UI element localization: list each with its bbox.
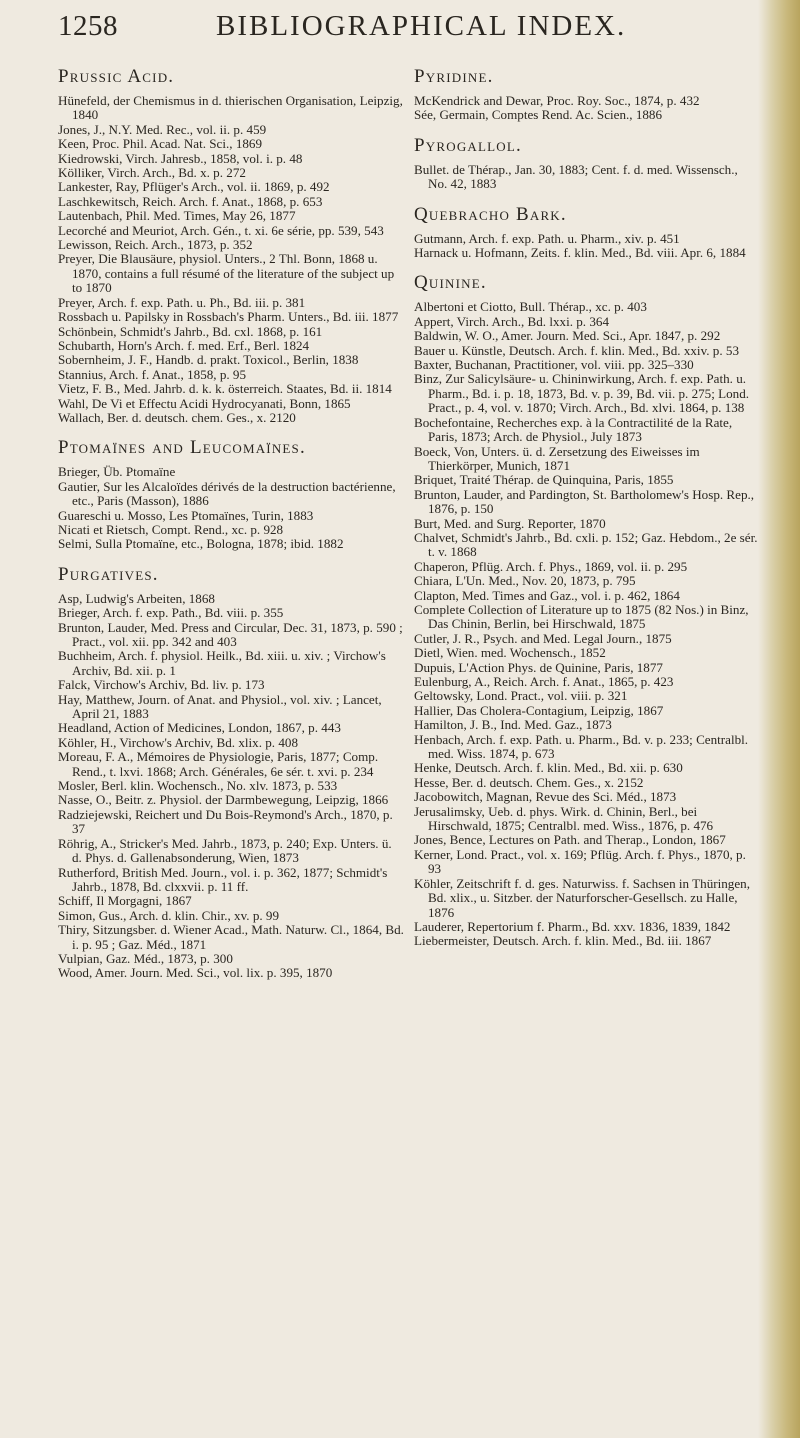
bibliography-entry: Baxter, Buchanan, Practitioner, vol. viii. pp. 325–330 (414, 357, 694, 373)
section-heading: Prussic Acid. (58, 66, 175, 87)
section-heading: Pyrogallol. (414, 134, 522, 156)
bibliography-entry: Hesse, Ber. d. deutsch. Chem. Ges., x. 2152 (414, 774, 644, 790)
bibliography-entry: Harnack u. Hofmann, Zeits. f. klin. Med., Bd. viii. Apr. 6, 1884 (414, 245, 746, 261)
bibliography-entry: McKendrick and Dewar, Proc. Roy. Soc., 1874, p. 432 (414, 93, 700, 108)
bibliography-entry: Köhler, H., Virchow's Archiv, Bd. xlix. p. 408 (58, 734, 298, 750)
section-heading: Quinine. (414, 272, 487, 294)
bibliography-entry: Lewisson, Reich. Arch., 1873, p. 352 (58, 237, 253, 253)
bibliography-entry: Binz, Zur Salicylsäure- u. Chininwirkung, Arch. f. exp. Path. u. Pharm., Bd. i. p. 18, 1873, Bd. v. p. 39, Bd. vii. p. 275; Lond. Pract., p. 4, vol. v. 1870; Virch. Arch., Bd. xlvi. 1864, p. 138 (414, 371, 750, 416)
bibliography-entry: Stannius, Arch. f. Anat., 1858, p. 95 (58, 366, 247, 382)
bibliography-entry: Gutmann, Arch. f. exp. Path. u. Pharm., xiv. p. 451 (414, 230, 680, 246)
bibliography-entry: Lankester, Ray, Pflüger's Arch., vol. ii. 1869, p. 492 (58, 179, 330, 195)
bibliography-entry: Albertoni et Ciotto, Bull. Thérap., xc. p. 403 (414, 299, 647, 315)
bibliography-entry: Henke, Deutsch. Arch. f. klin. Med., Bd. xii. p. 630 (414, 760, 683, 776)
bibliography-entry: Eulenburg, A., Reich. Arch. f. Anat., 1865, p. 423 (414, 674, 674, 689)
bibliography-entry: Simon, Gus., Arch. d. klin. Chir., xv. p. 99 (58, 907, 280, 923)
bibliography-entry: Rutherford, British Med. Journ., vol. i. p. 362, 1877; Schmidt's Jahrb., 1878, Bd. clxxvii. p. 11 ff. (58, 864, 388, 894)
bibliography-entry: Sobernheim, J. F., Handb. d. prakt. Toxicol., Berlin, 1838 (58, 352, 359, 368)
bibliography-entry: Brunton, Lauder, and Pardington, St. Bartholomew's Hosp. Rep., 1876, p. 150 (414, 486, 755, 517)
bibliography-entry: Nasse, O., Beitr. z. Physiol. der Darmbewegung, Leipzig, 1866 (58, 792, 389, 808)
page-number: 1258 (58, 10, 118, 42)
bibliography-entry: Vulpian, Gaz. Méd., 1873, p. 300 (58, 950, 233, 966)
section-purgatives (58, 564, 404, 981)
bibliography-entry: Röhrig, A., Stricker's Med. Jahrb., 1873, p. 240; Exp. Unters. ü. d. Phys. d. Gallenabsonderung, Wien, 1873 (58, 835, 392, 866)
section-pyrogallol (414, 135, 759, 192)
bibliography-entry: Lecorché and Meuriot, Arch. Gén., t. xi. 6e série, pp. 539, 543 (58, 222, 384, 238)
bibliography-entry: Kiedrowski, Virch. Jahresb., 1858, vol. i. p. 48 (58, 150, 303, 166)
bibliography-entry: Mosler, Berl. klin. Wochensch., No. xlv. 1873, p. 533 (58, 778, 338, 794)
bibliography-entry: Briquet, Traité Thérap. de Quinquina, Paris, 1855 (414, 472, 674, 488)
page-edge-shadow (758, 0, 800, 1438)
bibliography-entry: Jones, J., N.Y. Med. Rec., vol. ii. p. 459 (58, 121, 267, 137)
bibliography-entry: Brieger, Üb. Ptomaïne (58, 464, 176, 480)
bibliography-entry: Laschkewitsch, Reich. Arch. f. Anat., 1868, p. 653 (58, 193, 323, 209)
section-quebracho-bark (414, 204, 759, 261)
bibliography-entry: Schubarth, Horn's Arch. f. med. Erf., Berl. 1824 (58, 337, 310, 353)
bibliography-entry: Jerusalimsky, Ueb. d. phys. Wirk. d. Chinin, Berl., bei Hirschwald, 1875; Centralbl. med. Wiss., 1876, p. 476 (414, 803, 714, 834)
bibliography-entry: Moreau, F. A., Mémoires de Physiologie, Paris, 1877; Comp. Rend., t. lxvi. 1868; Arch. Générales, 6e sér. t. xvi. p. 234 (58, 749, 379, 779)
bibliography-entry: Jacobowitch, Magnan, Revue des Sci. Méd., 1873 (414, 789, 677, 805)
bibliography-entry: Schönbein, Schmidt's Jahrb., Bd. cxl. 1868, p. 161 (58, 323, 323, 339)
bibliography-entry: Falck, Virchow's Archiv, Bd. liv. p. 173 (58, 677, 265, 693)
bibliography-entry: Preyer, Die Blausäure, physiol. Unters., 2 Thl. Bonn, 1868 u. 1870, contains a full résumé of the literature of the subject up to 1870 (58, 251, 395, 296)
bibliography-entry: Hamilton, J. B., Ind. Med. Gaz., 1873 (414, 717, 612, 733)
bibliography-entry: Radziejewski, Reichert und Du Bois-Reymond's Arch., 1870, p. 37 (58, 806, 393, 837)
bibliography-entry: Geltowsky, Lond. Pract., vol. viii. p. 321 (414, 688, 628, 704)
bibliography-entry: Henbach, Arch. f. exp. Path. u. Pharm., Bd. v. p. 233; Centralbl. med. Wiss. 1874, p. 673 (414, 731, 749, 762)
bibliography-entry: Hay, Matthew, Journ. of Anat. and Physiol., vol. xiv. ; Lancet, April 21, 1883 (58, 691, 382, 722)
bibliography-entry: Wallach, Ber. d. deutsch. chem. Ges., x. 2120 (58, 409, 296, 425)
bibliography-entry: Lautenbach, Phil. Med. Times, May 26, 1877 (58, 208, 296, 224)
bibliography-entry: Dietl, Wien. med. Wochensch., 1852 (414, 645, 606, 661)
bibliography-entry: Köhler, Zeitschrift f. d. ges. Naturwiss. f. Sachsen in Thüringen, Bd. xlix., u. Sitzber. der Naturforscher-Gesellsch. zu Halle, 1876 (414, 875, 750, 920)
bibliography-entry: Kerner, Lond. Pract., vol. x. 169; Pflüg. Arch. f. Phys., 1870, p. 93 (414, 846, 746, 877)
bibliography-entry: Headland, Action of Medicines, London, 1867, p. 443 (58, 720, 341, 736)
bibliography-entry: Hünefeld, der Chemismus in d. thierischen Organisation, Leipzig, 1840 (58, 93, 403, 123)
bibliography-entry: Baldwin, W. O., Amer. Journ. Med. Sci., Apr. 1847, p. 292 (414, 328, 721, 344)
bibliography-entry: Vietz, F. B., Med. Jahrb. d. k. k. österreich. Staates, Bd. ii. 1814 (58, 381, 392, 397)
bibliography-entry: Guareschi u. Mosso, Les Ptomaïnes, Turin, 1883 (58, 507, 314, 523)
bibliography-entry: Schiff, Il Morgagni, 1867 (58, 893, 192, 909)
bibliography-entry: Preyer, Arch. f. exp. Path. u. Ph., Bd. iii. p. 381 (58, 294, 306, 310)
section-pyridine (414, 66, 759, 123)
bibliography-entry: Chalvet, Schmidt's Jahrb., Bd. cxli. p. 152; Gaz. Hebdom., 2e sér. t. v. 1868 (414, 529, 758, 560)
bibliography-entry: Wahl, De Vi et Effectu Acidi Hydrocyanati, Bonn, 1865 (58, 395, 351, 411)
section-quinine (414, 272, 759, 948)
bibliography-entry: Rossbach u. Papilsky in Rossbach's Pharm. Unters., Bd. iii. 1877 (58, 309, 399, 325)
right-column (414, 56, 759, 949)
bibliography-entry: Lauderer, Repertorium f. Pharm., Bd. xxv. 1836, 1839, 1842 (414, 918, 731, 934)
bibliography-entry: Bullet. de Thérap., Jan. 30, 1883; Cent. f. d. med. Wissensch., No. 42, 1883 (414, 161, 738, 192)
bibliography-entry: Hallier, Das Cholera-Contagium, Leipzig, 1867 (414, 702, 664, 718)
left-column (58, 56, 404, 981)
bibliography-entry: Thiry, Sitzungsber. d. Wiener Acad., Math. Naturw. Cl., 1864, Bd. i. p. 95 ; Gaz. Méd., 1871 (58, 922, 404, 952)
bibliography-entry: Boeck, Von, Unters. ü. d. Zersetzung des Eiweisses im Thierkörper, Munich, 1871 (414, 443, 700, 473)
bibliography-entry: Cutler, J. R., Psych. and Med. Legal Journ., 1875 (414, 630, 672, 646)
bibliography-entry: Bochefontaine, Recherches exp. à la Contractilité de la Rate, Paris, 1873; Arch. de Physiol., July 1873 (414, 414, 733, 445)
section-ptoma-nes-and-leucoma-nes (58, 437, 404, 551)
running-title: BIBLIOGRAPHICAL INDEX. (216, 10, 627, 42)
bibliography-entry: Clapton, Med. Times and Gaz., vol. i. p. 462, 1864 (414, 587, 680, 603)
bibliography-entry: Appert, Virch. Arch., Bd. lxxi. p. 364 (414, 313, 609, 329)
bibliography-entry: Nicati et Rietsch, Compt. Rend., xc. p. 928 (58, 521, 284, 537)
bibliography-entry: Liebermeister, Deutsch. Arch. f. klin. Med., Bd. iii. 1867 (414, 933, 712, 949)
bibliography-entry: Jones, Bence, Lectures on Path. and Therap., London, 1867 (414, 832, 726, 848)
bibliography-entry: Chiara, L'Un. Med., Nov. 20, 1873, p. 795 (414, 573, 636, 589)
bibliography-entry: Wood, Amer. Journ. Med. Sci., vol. lix. p. 395, 1870 (58, 965, 333, 981)
bibliography-entry: Brunton, Lauder, Med. Press and Circular, Dec. 31, 1873, p. 590 ; Pract., vol. xii. pp. 342 and 403 (58, 619, 403, 649)
bibliography-entry: Buchheim, Arch. f. physiol. Heilk., Bd. xiii. u. xiv. ; Virchow's Archiv, Bd. xii. p. 1 (58, 648, 386, 678)
bibliography-entry: Burt, Med. and Surg. Reporter, 1870 (414, 515, 606, 531)
section-heading: Ptomaïnes and Leucomaïnes. (58, 437, 306, 459)
section-heading: Quebracho Bark. (414, 203, 567, 225)
bibliography-entry: Brieger, Arch. f. exp. Path., Bd. viii. p. 355 (58, 605, 284, 621)
section-heading: Purgatives. (58, 563, 159, 585)
bibliography-entry: Dupuis, L'Action Phys. de Quinine, Paris, 1877 (414, 659, 663, 675)
bibliography-entry: Complete Collection of Literature up to 1875 (82 Nos.) in Binz, Das Chinin, Berlin, bei Hirschwald, 1875 (414, 601, 749, 632)
bibliography-entry: Bauer u. Künstle, Deutsch. Arch. f. klin. Med., Bd. xxiv. p. 53 (414, 342, 739, 358)
section-heading: Pyridine. (414, 66, 494, 87)
bibliography-entry: Keen, Proc. Phil. Acad. Nat. Sci., 1869 (58, 136, 263, 152)
bibliography-entry: Sée, Germain, Comptes Rend. Ac. Scien., 1886 (414, 107, 663, 123)
section-prussic-acid (58, 66, 404, 425)
bibliography-entry: Chaperon, Pflüg. Arch. f. Phys., 1869, vol. ii. p. 295 (414, 558, 688, 574)
bibliography-entry: Kölliker, Virch. Arch., Bd. x. p. 272 (58, 165, 246, 181)
bibliography-entry: Asp, Ludwig's Arbeiten, 1868 (58, 590, 215, 606)
bibliography-entry: Gautier, Sur les Alcaloïdes dérivés de la destruction bactérienne, etc., Paris (Masson), 1886 (58, 478, 396, 509)
bibliography-entry: Selmi, Sulla Ptomaïne, etc., Bologna, 1878; ibid. 1882 (58, 536, 344, 552)
